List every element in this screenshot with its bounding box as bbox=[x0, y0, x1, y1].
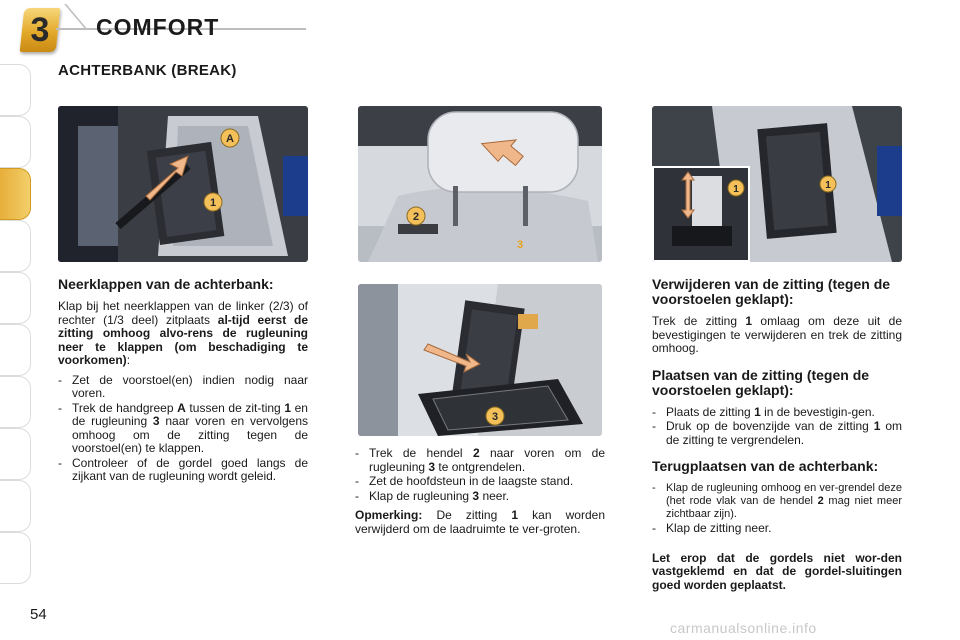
item-text: en de rugleuning bbox=[72, 400, 308, 428]
chapter-tab-9[interactable] bbox=[0, 480, 31, 532]
watermark: carmanualsonline.info bbox=[670, 620, 817, 636]
intro-text: Klap bij het neerklappen van de linker (2/3) of rechter (1/3 deel) zitplaats bbox=[58, 299, 308, 327]
note-text: kan worden verwijderd om de laadruimte te ver-groten. bbox=[355, 508, 605, 536]
photo-seat-lowered bbox=[358, 284, 602, 436]
chapter-tab-8[interactable] bbox=[0, 428, 31, 480]
intro-paragraph bbox=[58, 300, 308, 368]
chapter-badge bbox=[20, 8, 61, 52]
item-text: Druk op de bovenzijde van de zitting bbox=[666, 419, 874, 433]
heading-remove-seat: Verwijderen van de zitting (tegen de voorstoelen geklapt): bbox=[652, 276, 891, 307]
photo-seat-removal bbox=[652, 106, 902, 262]
callout-1 bbox=[204, 193, 222, 211]
svg-text:2: 2 bbox=[412, 211, 420, 223]
item-bold: 2 bbox=[817, 495, 824, 507]
remove-paragraph bbox=[652, 315, 902, 356]
chapter-tab-7[interactable] bbox=[0, 376, 31, 428]
item-text: te ontgrendelen. bbox=[435, 459, 526, 474]
list-item bbox=[58, 457, 308, 484]
list-item bbox=[355, 475, 605, 489]
heading-place-seat: Plaatsen van de zitting (tegen de voorstoelen geklapt): bbox=[652, 366, 870, 398]
item-bold: 3 bbox=[472, 488, 480, 503]
list-item bbox=[355, 447, 605, 474]
item-text: Klap de rugleuning bbox=[369, 488, 473, 503]
item-text: Controleer of de gordel goed langs de zijkant van de rugleuning wordt geleid. bbox=[72, 455, 308, 483]
item-text: Klap de zitting neer. bbox=[666, 521, 772, 535]
svg-text:A: A bbox=[226, 133, 234, 145]
item-bold: 1 bbox=[754, 404, 761, 419]
seatbelt-warning: Let erop dat de gordels niet wor-den vastgeklemd en dat de gordel-sluitingen goed worden geplaatst. bbox=[652, 550, 902, 592]
chapter-tab-strip bbox=[0, 64, 34, 574]
heading-restore-bench: Terugplaatsen van de achterbank: bbox=[652, 458, 879, 474]
callout-3 bbox=[517, 239, 523, 251]
intro-bold: al-tijd eerst de zitting omhoog alvo-rens de rugleuning neer te klappen (om beschadiging te voorkomen) bbox=[58, 312, 308, 367]
svg-text:1: 1 bbox=[825, 180, 831, 191]
list-item bbox=[652, 482, 902, 521]
item-text: neer. bbox=[479, 488, 510, 503]
list-item bbox=[652, 522, 902, 536]
right-column bbox=[652, 277, 902, 598]
list-item bbox=[58, 402, 308, 456]
chapter-title: COMFORT bbox=[96, 14, 220, 40]
middle-column bbox=[355, 447, 605, 542]
left-column bbox=[58, 277, 308, 490]
callout-3 bbox=[486, 407, 504, 425]
page-header bbox=[0, 0, 960, 52]
item-text: Zet de voorstoel(en) indien nodig naar voren. bbox=[72, 372, 308, 400]
list-item bbox=[355, 490, 605, 504]
item-text: Trek de handgreep bbox=[72, 400, 178, 415]
chapter-tab-10[interactable] bbox=[0, 532, 31, 584]
svg-text:1: 1 bbox=[209, 197, 217, 209]
svg-text:3: 3 bbox=[516, 239, 524, 251]
note-bold: 1 bbox=[511, 508, 519, 522]
para-text: Trek de zitting bbox=[652, 314, 746, 328]
list-item bbox=[652, 406, 902, 420]
para-bold: 1 bbox=[745, 314, 753, 328]
chapter-tab-4[interactable] bbox=[0, 220, 31, 272]
callout-1 bbox=[820, 176, 836, 192]
intro-end: : bbox=[126, 353, 131, 367]
item-text: Klap de rugleuning omhoog en ver-grendel deze (het rode vlak van de hendel bbox=[666, 482, 902, 507]
item-text: naar voren en vervolgens omhoog om de zitting tegen de voorstoel(en) te klappen. bbox=[72, 414, 309, 455]
item-text: naar voren om de rugleuning bbox=[369, 446, 605, 474]
photo-seat-fold bbox=[58, 106, 308, 262]
item-bold: 2 bbox=[472, 446, 480, 460]
note-paragraph bbox=[355, 509, 605, 536]
item-bold: A bbox=[177, 400, 186, 415]
page-number: 54 bbox=[30, 606, 47, 623]
chapter-tab-3-active[interactable] bbox=[0, 168, 31, 220]
heading-fold-down: Neerklappen van de achterbank: bbox=[58, 276, 274, 292]
chapter-tab-6[interactable] bbox=[0, 324, 31, 376]
backrest-steps bbox=[355, 447, 605, 503]
restore-steps bbox=[652, 482, 902, 536]
svg-text:3: 3 bbox=[491, 411, 499, 423]
list-item bbox=[58, 374, 308, 401]
place-steps bbox=[652, 406, 902, 448]
item-bold: 3 bbox=[152, 414, 160, 428]
chapter-number: 3 bbox=[30, 11, 50, 49]
item-text: Plaats de zitting bbox=[666, 404, 755, 419]
callout-a bbox=[221, 129, 239, 147]
item-text: om de zitting te vergrendelen. bbox=[666, 419, 902, 447]
item-text: Zet de hoofdsteun in de laagste stand. bbox=[369, 474, 574, 488]
note-text: De zitting bbox=[422, 508, 512, 522]
section-title: ACHTERBANK (BREAK) bbox=[58, 62, 237, 79]
callout-2 bbox=[407, 207, 425, 225]
photo-headrest bbox=[358, 106, 602, 262]
item-bold: 1 bbox=[873, 419, 881, 433]
item-bold: 3 bbox=[428, 459, 436, 474]
chapter-tab-1[interactable] bbox=[0, 64, 31, 116]
svg-text:1: 1 bbox=[733, 184, 739, 195]
list-item bbox=[652, 420, 902, 447]
note-label: Opmerking: bbox=[355, 508, 423, 522]
item-text: Trek de hendel bbox=[369, 446, 473, 460]
fold-steps bbox=[58, 374, 308, 484]
callout-1-inset bbox=[728, 180, 744, 196]
chapter-tab-5[interactable] bbox=[0, 272, 31, 324]
chapter-tab-2[interactable] bbox=[0, 116, 31, 168]
item-text: tussen de zit-ting bbox=[185, 400, 285, 415]
item-text: mag niet meer zichtbaar zijn). bbox=[666, 495, 902, 520]
para-text: omlaag om deze uit de bevestigingen te verwijderen en trek de zitting omhoog. bbox=[652, 314, 902, 355]
item-bold: 1 bbox=[284, 400, 292, 415]
item-text: in de bevestigin-gen. bbox=[760, 404, 875, 419]
